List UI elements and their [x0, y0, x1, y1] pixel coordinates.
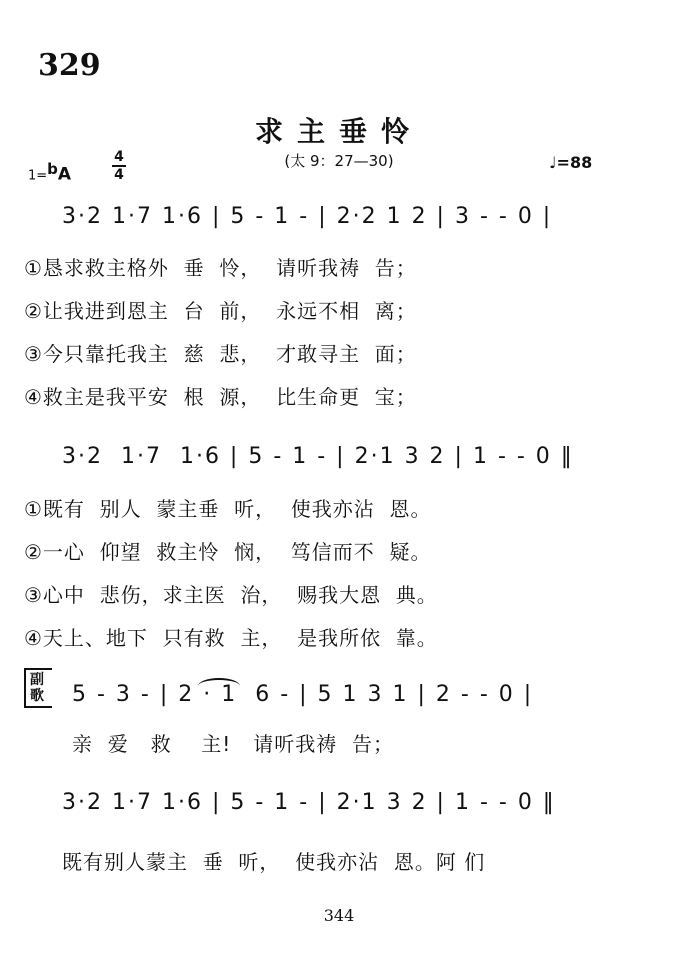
lyric-line: ①既有 别人 蒙主垂 听， 使我亦沾 恩。: [24, 497, 432, 521]
key-signature: [28, 160, 71, 184]
refrain-label: 副歌: [24, 668, 52, 708]
key-note: A: [57, 164, 72, 185]
hymn-number: 329: [38, 48, 101, 83]
lyric-line: ④天上、地下 只有救 主， 是我所依 靠。: [24, 626, 438, 650]
lyric-line: ②让我进到恩主 台 前， 永远不相 离；: [24, 299, 417, 323]
lyric-line: ③心中 悲伤，求主医 治， 赐我大恩 典。: [24, 583, 438, 607]
lyric-line: ④救主是我平安 根 源， 比生命更 宝；: [24, 385, 417, 409]
notation-line-2: 3·2 1·7 1·6 | 5 - 1 - | 2·1 3 2 | 1 - - 0 ‖: [62, 444, 574, 469]
final-lyric-line: 既有别人蒙主 垂 听， 使我亦沾 恩。阿 们: [62, 850, 486, 874]
hymn-title: 求主垂怜: [254, 115, 423, 148]
lyric-line: ①恳求救主格外 垂 怜， 请听我祷 告；: [24, 256, 417, 280]
notation-line-1: 3·2 1·7 1·6 | 5 - 1 - | 2·2 1 2 | 3 - - 0 |: [62, 204, 553, 229]
time-signature: [112, 150, 126, 182]
page-number: 344: [323, 906, 355, 925]
key-flat: b: [47, 160, 58, 178]
lyric-line: ②一心 仰望 救主怜 悯， 笃信而不 疑。: [24, 540, 432, 564]
refrain-lyric-line: 亲 爱 救 主! 请听我祷 告；: [72, 732, 395, 756]
meter-top: 4: [114, 149, 124, 165]
notation-line-final: 3·2 1·7 1·6 | 5 - 1 - | 2·1 3 2 | 1 - - 0 ‖: [62, 790, 556, 815]
meter-bottom: 4: [114, 167, 124, 183]
lyric-line: ③今只靠托我主 慈 悲， 才敢寻主 面；: [24, 342, 417, 366]
key-prefix: 1=: [28, 168, 48, 184]
scripture-reference: (太 9：27—30): [284, 152, 394, 170]
notation-line-refrain: 5 - 3 - | 2 · 1 6 - | 5 1 3 1 | 2 - - 0 |: [72, 682, 534, 707]
tempo-marking: ♩=88: [549, 153, 593, 172]
